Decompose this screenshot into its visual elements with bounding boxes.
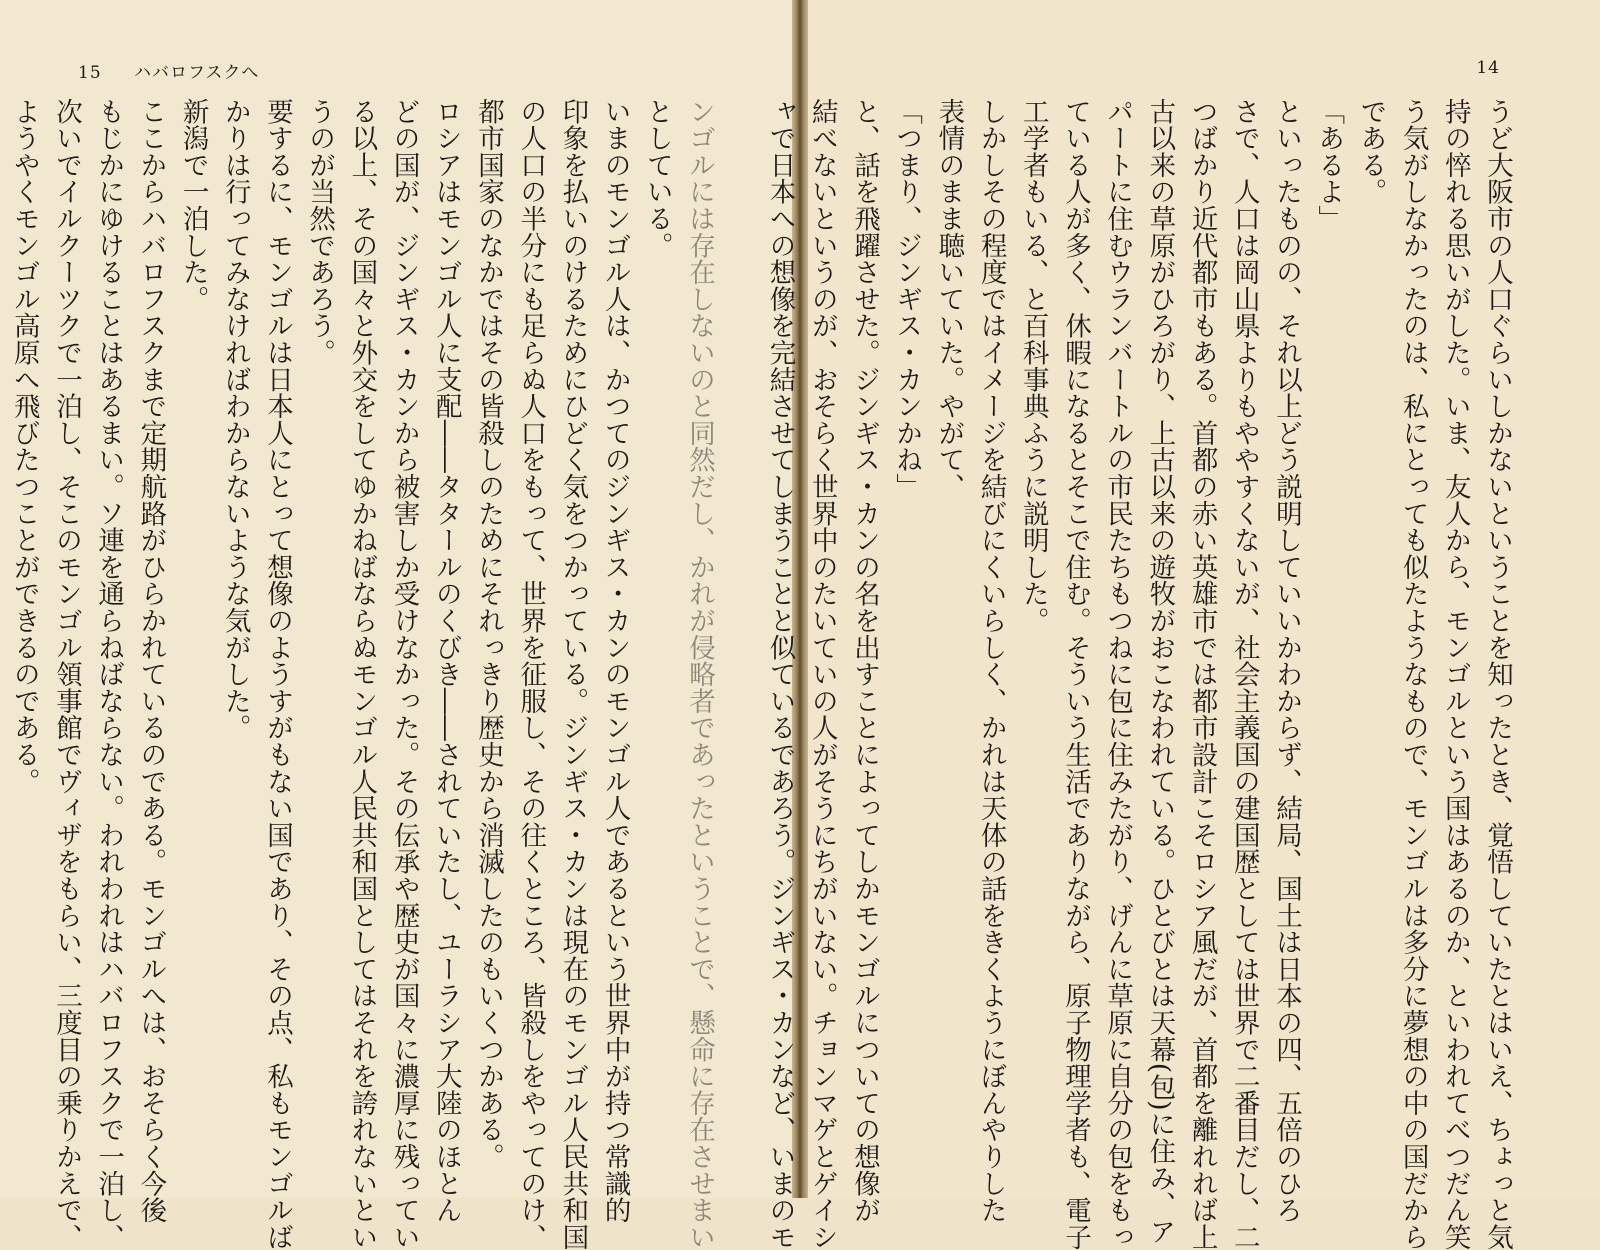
text-line: いまのモンゴル人は、かつてのジンギス・カンのモンゴル人であるという世界中が持つ常識的 xyxy=(599,98,631,1224)
text-line: 持の悴れる思いがした。いま、友人から、モンゴルという国はあるのか、といわれてべつだん笑 xyxy=(1439,98,1471,1250)
left-page-number: 15 xyxy=(78,63,102,83)
text-line: ンゴルには存在しないのと同然だし、かれが侵略者であったということで、懸命に存在させまい xyxy=(684,98,715,1250)
text-line: ている人が多く、休暇になるとそこで住む。そういう生活でありながら、原子物理学者も、電子 xyxy=(1059,98,1091,1250)
text-line: もじかにゆけることはあるまい。ソ連を通らねばならない。われわれはハバロフスクで一泊し、 xyxy=(93,98,125,1250)
text-line: る以上、その国々と外交をしてゆかねばならぬモンゴル人民共和国としてはそれを誇れないとい xyxy=(346,98,378,1250)
text-line: 都市国家のなかではその皆殺しのためにそれっきり歴史から消滅したのもいくつかある。 xyxy=(472,98,504,1170)
text-line: ここからハバロフスクまで定期航路がひらかれているのである。モンゴルへは、おそらく今後 xyxy=(135,98,167,1224)
right-page xyxy=(764,0,1600,1250)
text-line: パートに住むウランバートルの市民たちもつねに包に住みたがり、げんに草原に自分の包をもっ xyxy=(1102,98,1134,1250)
right-page-body xyxy=(764,98,1518,1250)
text-line: どの国が、ジンギス・カンから被害しか受けなかった。その伝承や歴史が国々に濃厚に残ってい xyxy=(388,98,420,1250)
text-line: しかしその程度ではイメージを結びにくいらしく、かれは天体の話をきくようにぼんやりした xyxy=(975,98,1007,1224)
right-page-number: 14 xyxy=(1476,58,1500,78)
text-line: 工学者もいる、と百科事典ふうに説明した。 xyxy=(1017,98,1049,634)
text-line: さで、人口は岡山県よりもややすくないが、社会主義国の建国歴としては世界で二番目だし、二 xyxy=(1228,98,1260,1250)
text-line: としている。 xyxy=(641,98,673,259)
text-line: といったものの、それ以上どう説明していいかわからず、結局、国土は日本の四、五倍のひろ xyxy=(1270,98,1302,1224)
text-line: かりは行ってみなければわからないような気がした。 xyxy=(219,98,251,742)
text-line: 古以来の草原がひろがり、上古以来の遊牧がおこなわれている。ひとびとは天幕(包)に住み、ア xyxy=(1144,98,1176,1245)
left-page-header xyxy=(78,58,259,83)
left-running-title: ハバロフスクへ xyxy=(134,63,260,83)
text-line: と、話を飛躍させた。ジンギス・カンの名を出すことによってしかモンゴルについての想像が xyxy=(848,98,880,1224)
text-line: 「あるよ」 xyxy=(1313,98,1345,232)
text-line: ロシアはモンゴル人に支配――タタールのくびき――されていたし、ユーラシア大陸のほとん xyxy=(430,98,462,1224)
left-page-body xyxy=(8,98,720,1250)
text-line: ャで日本への想像を完結させてしまうことと似ているであろう。ジンギス・カンなど、いまのモ xyxy=(764,98,796,1250)
text-line: 結べないというのが、おそらく世界中のたいていの人がそうにちがいない。チョンマゲとゲイシ xyxy=(806,98,838,1250)
text-line: の人口の半分にも足らぬ人口をもって、世界を征服し、その往くところ、皆殺しをやってのけ、 xyxy=(515,98,547,1250)
text-line: う気がしなかったのは、私にとっても似たようなもので、モンゴルは多分に夢想の中の国だから xyxy=(1397,98,1429,1250)
text-line: 新潟で一泊した。 xyxy=(177,98,209,313)
text-line: 要するに、モンゴルは日本人にとって想像のようすがもない国であり、その点、私もモンゴルば xyxy=(261,98,293,1250)
text-line: うのが当然であろう。 xyxy=(304,98,336,366)
text-line: 印象を払いのけるためにひどく気をつかっている。ジンギス・カンは現在のモンゴル人民共和国 xyxy=(557,98,589,1250)
text-line: つばかり近代都市もある。首都の赤い英雄市では都市設計こそロシア風だが、首都を離れれば上 xyxy=(1186,98,1218,1250)
text-line: 次いでイルクーツクで一泊し、そこのモンゴル領事館でヴィザをもらい、三度目の乗りかえで、 xyxy=(50,98,82,1250)
text-line: ようやくモンゴル高原へ飛びたつことができるのである。 xyxy=(8,98,40,795)
text-line: 表情のまま聴いていた。やがて、 xyxy=(933,98,965,500)
text-line: うど大阪市の人口ぐらいしかないということを知ったとき、覚悟していたとはいえ、ちょっと気 xyxy=(1482,98,1513,1250)
text-line: である。 xyxy=(1355,98,1387,206)
text-line: 「つまり、ジンギス・カンかね」 xyxy=(891,98,923,500)
left-page xyxy=(0,0,792,1250)
